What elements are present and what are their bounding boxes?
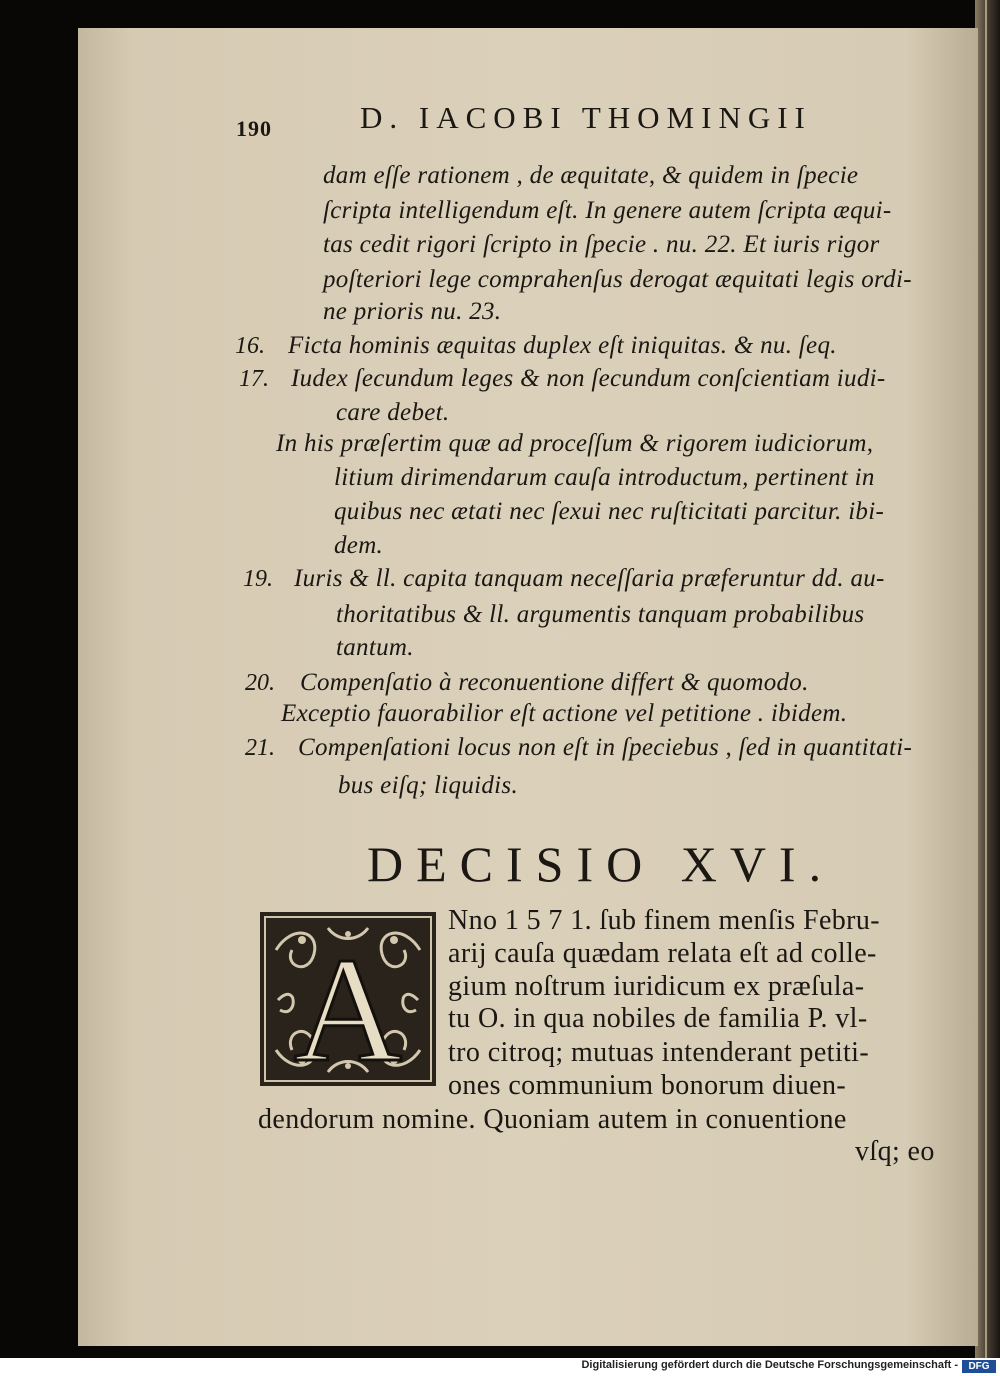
body-line: ones communium bonorum diuen-	[448, 1070, 847, 1101]
summary-line: ſcripta intelligendum eſt. In genere autem ſcripta æqui-	[323, 197, 892, 224]
page-edge	[975, 0, 1000, 1358]
body-line: tu O. in qua nobiles de familia P. vl-	[448, 1003, 868, 1034]
initial-letter: A	[293, 927, 403, 1088]
summary-line: litium dirimendarum cauſa introductum, pertinent in	[334, 464, 875, 491]
summary-line: poſteriori lege comprahenſus derogat æquitati legis ordi-	[323, 266, 912, 293]
running-head: D. IACOBI THOMINGII	[360, 100, 812, 135]
summary-number: 21.	[245, 735, 275, 761]
summary-line: Iuris & ll. capita tanquam neceſſaria præferuntur dd. au-	[294, 565, 885, 592]
summary-line: care debet.	[336, 399, 450, 426]
decorated-initial	[258, 910, 438, 1088]
body-line: dendorum nomine. Quoniam autem in conuentione	[258, 1104, 847, 1135]
summary-line: tas cedit rigori ſcripto in ſpecie . nu. 22. Et iuris rigor	[323, 231, 880, 258]
decorated-initial-graphic	[258, 910, 438, 1088]
summary-line: Exceptio fauorabilior eſt actione vel petitione . ibidem.	[281, 700, 848, 727]
summary-line: Compenſationi locus non eſt in ſpeciebus , ſed in quantitati-	[298, 734, 913, 761]
summary-line: tantum.	[336, 634, 414, 661]
summary-line: Compenſatio à reconuentione differt & quomodo.	[300, 669, 809, 696]
dfg-logo: DFG	[962, 1360, 996, 1373]
body-line: gium noſtrum iuridicum ex præſula-	[448, 971, 865, 1002]
page-number: 190	[236, 116, 272, 141]
page-edge-strip	[985, 0, 987, 1358]
summary-line: bus eiſq; liquidis.	[338, 772, 519, 799]
decision-title: DECISIO XVI.	[367, 836, 835, 892]
footer-strip	[0, 1358, 1000, 1376]
summary-line: quibus nec ætati nec ſexui nec ruſticitati parcitur. ibi-	[334, 498, 885, 525]
summary-line: In his præſertim quæ ad proceſſum & rigorem iudiciorum,	[276, 430, 874, 457]
summary-line: dam eſſe rationem , de æquitate, & quidem in ſpecie	[323, 162, 859, 189]
summary-line: Ficta hominis æquitas duplex eſt iniquitas. & nu. ſeq.	[288, 332, 837, 359]
summary-line: thoritatibus & ll. argumentis tanquam probabilibus	[336, 601, 865, 628]
body-line: tro citroq; mutuas intenderant petiti-	[448, 1037, 870, 1068]
summary-number: 20.	[245, 670, 275, 696]
summary-number: 19.	[243, 566, 273, 592]
summary-line: Iudex ſecundum leges & non ſecundum conſcientiam iudi-	[291, 365, 886, 392]
footer-credit: Digitalisierung gefördert durch die Deutsche Forschungsgemeinschaft -	[581, 1359, 958, 1371]
summary-number: 17.	[239, 366, 269, 392]
summary-line: dem.	[334, 532, 384, 559]
body-line: Nno 1 5 7 1. ſub finem menſis Febru-	[448, 905, 881, 936]
summary-line: ne prioris nu. 23.	[323, 298, 502, 325]
body-line: vſq; eo	[855, 1136, 935, 1167]
summary-number: 16.	[235, 333, 265, 359]
body-line: arij cauſa quædam relata eſt ad colle-	[448, 938, 877, 969]
